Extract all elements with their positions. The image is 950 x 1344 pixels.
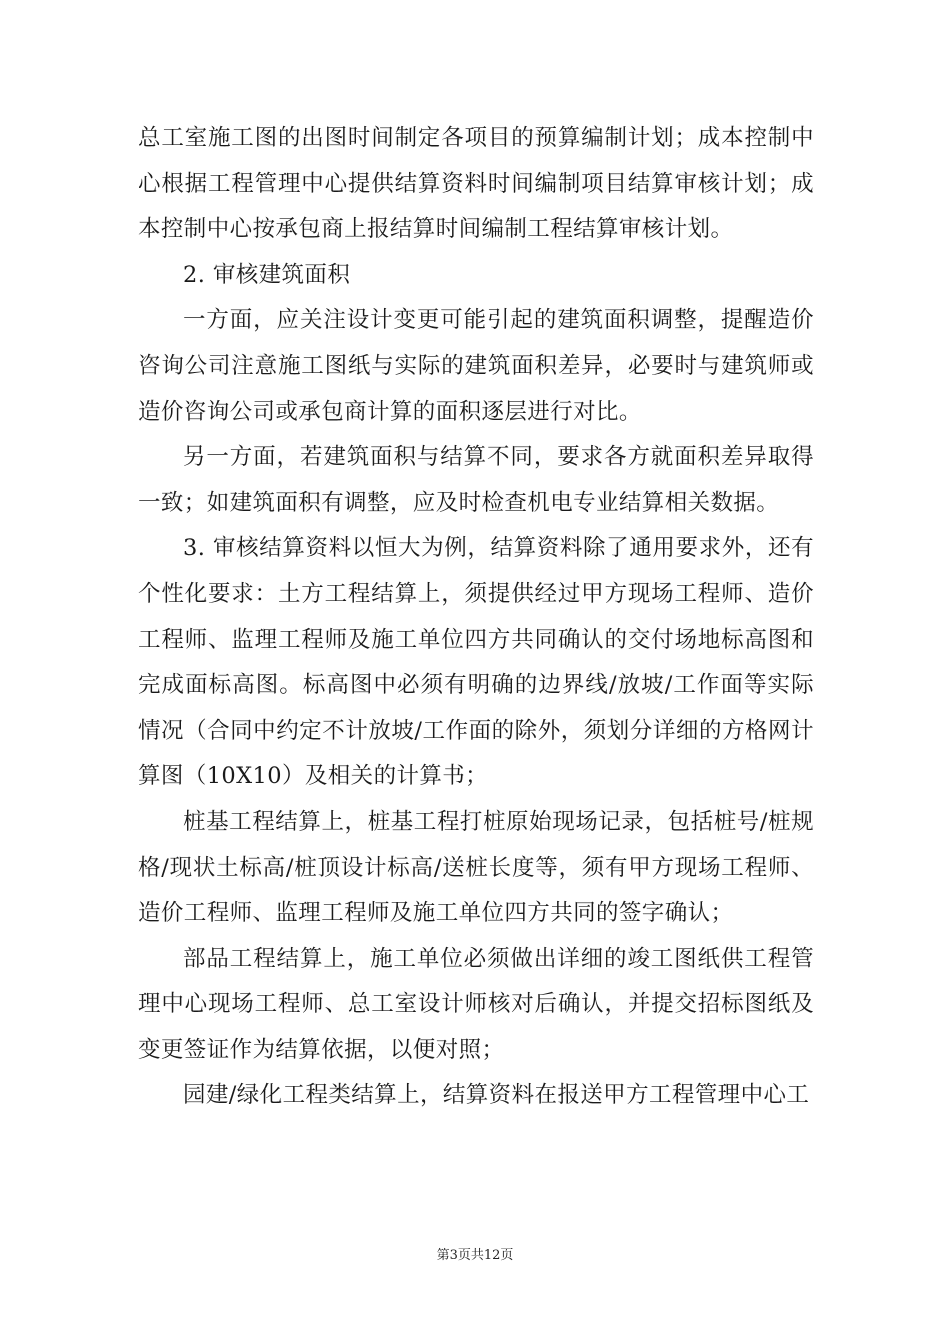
paragraph-design-change-area: 一方面，应关注设计变更可能引起的建筑面积调整，提醒造价咨询公司注意施工图纸与实际的建筑面积差异，必要时与建筑师或造价咨询公司或承包商计算的面积逐层进行对比。 [138,307,814,425]
page-number-footer: 第3页共12页 [436,1248,514,1263]
paragraph-pile-foundation: 桩基工程结算上，桩基工程打桩原始现场记录，包括桩号/桩规格/现状土标高/桩顶设计标高/送桩长度等，须有甲方现场工程师、造价工程师、监理工程师及施工单位四方共同的签字确认； [138,808,814,927]
section-heading-building-area: 2. 审核建筑面积 [183,261,351,288]
document-body [138,116,814,1119]
paragraph-component-works: 部品工程结算上，施工单位必须做出详细的竣工图纸供工程管理中心现场工程师、总工室设计师核对后确认，并提交招标图纸及变更签证作为结算依据，以便对照； [138,945,814,1063]
paragraph-landscape-works: 园建/绿化工程类结算上，结算资料在报送甲方工程管理中心工 [183,1082,810,1109]
paragraph-settlement-materials: 3. 审核结算资料以恒大为例，结算资料除了通用要求外，还有个性化要求：土方工程结算上，须提供经过甲方现场工程师、造价工程师、监理工程师及施工单位四方共同确认的交付场地标高图和完成面标高图。标高图中必须有明确的边界线/放坡/工作面等实际情况（合同中约定不计放坡/工作面的除外，须划分详细的方格网计算图（10X10）及相关的计算书； [138,535,814,790]
paragraph-schedule-continuation: 总工室施工图的出图时间制定各项目的预算编制计划；成本控制中心根据工程管理中心提供结算资料时间编制项目结算审核计划；成本控制中心按承包商上报结算时间编制工程结算审核计划。 [138,125,814,243]
paragraph-area-discrepancy: 另一方面，若建筑面积与结算不同，要求各方就面积差异取得一致；如建筑面积有调整，应及时检查机电专业结算相关数据。 [138,444,814,516]
